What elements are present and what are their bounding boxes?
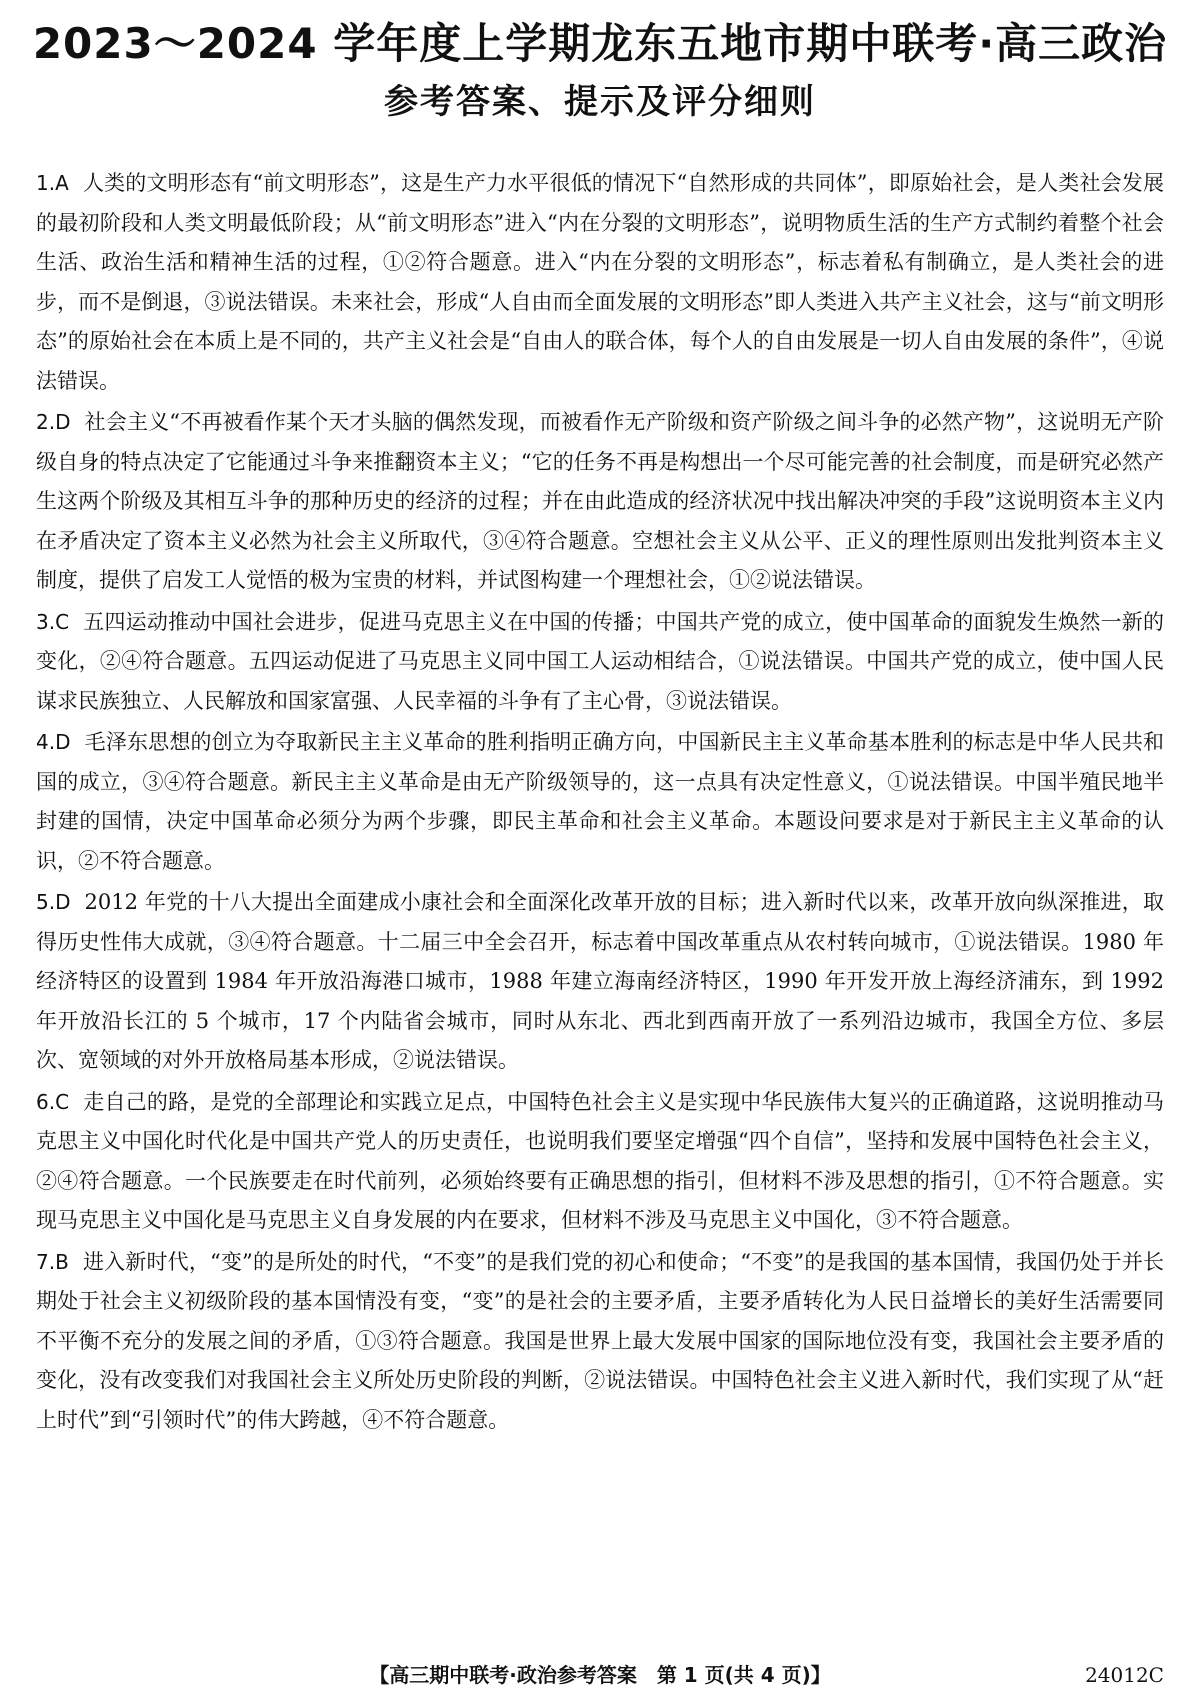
page-subtitle: 参考答案、提示及评分细则 xyxy=(384,82,816,122)
item-answer: B xyxy=(55,1249,69,1274)
item-explanation: 毛泽东思想的创立为夺取新民主主义革命的胜利指明正确方向，中国新民主主义革命基本胜利的标志是中华人民共和国的成立，③④符合题意。新民主主义革命是由无产阶级领导的，这一点具有决定性意义，①说法错误。中国半殖民地半封建的国情，决定中国革命必须分为两个步骤，即民主革命和社会主义革命。本题设问要求是对于新民主主义革命的认识，②不符合题意。 xyxy=(36,730,1164,873)
item-explanation: 走自己的路，是党的全部理论和实践立足点，中国特色社会主义是实现中华民族伟大复兴的正确道路，这说明推动马克思主义中国化时代化是中国共产党人的历史责任，也说明我们要坚定增强“四个自信”，坚持和发展中国特色社会主义，②④符合题意。一个民族要走在时代前列，必须始终要有正确思想的指引，但材料不涉及思想的指引，①不符合题意。实现马克思主义中国化是马克思主义自身发展的内在要求，但材料不涉及马克思主义中国化，③不符合题意。 xyxy=(36,1089,1164,1232)
item-explanation: 五四运动推动中国社会进步，促进马克思主义在中国的传播；中国共产党的成立，使中国革命的面貌发生焕然一新的变化，②④符合题意。五四运动促进了马克思主义同中国工人运动相结合，①说法错误。中国共产党的成立，使中国人民谋求民族独立、人民解放和国家富强、人民幸福的斗争有了主心骨，③说法错误。 xyxy=(36,609,1164,713)
footer-code: 24012C xyxy=(1085,1663,1164,1687)
page-footer xyxy=(0,1660,1200,1690)
item-explanation: 进入新时代，“变”的是所处的时代，“不变”的是我们党的初心和使命；“不变”的是我国的基本国情，我国仍处于并长期处于社会主义初级阶段的基本国情没有变，“变”的是社会的主要矛盾，主要矛盾转化为人民日益增长的美好生活需要同不平衡不充分的发展之间的矛盾，①③符合题意。我国是世界上最大发展中国家的国际地位没有变，我国社会主要矛盾的变化，没有改变我们对我国社会主义所处历史阶段的判断，②说法错误。中国特色社会主义进入新时代，我们实现了从“赶上时代”到“引领时代”的伟大跨越，④不符合题意。 xyxy=(36,1249,1164,1432)
item-number: 6. xyxy=(36,1089,56,1114)
item-answer: C xyxy=(55,609,70,634)
item-answer: D xyxy=(55,730,71,754)
item-number: 3. xyxy=(36,609,56,634)
item-answer: D xyxy=(55,410,71,434)
item-number: 1. xyxy=(36,171,56,195)
item-explanation: 社会主义“不再被看作某个天才头脑的偶然发现，而被看作无产阶级和资产阶级之间斗争的必然产物”，这说明无产阶级自身的特点决定了它能通过斗争来推翻资本主义；“它的任务不再是构想出一个尽可能完善的社会制度，而是研究必然产生这两个阶级及其相互斗争的那种历史的经济的过程；并在由此造成的经济状况中找出解决冲突的手段”这说明资本主义内在矛盾决定了资本主义必然为社会主义所取代，③④符合题意。空想社会主义从公平、正义的理性原则出发批判资本主义制度，提供了启发工人觉悟的极为宝贵的材料，并试图构建一个理想社会，①②说法错误。 xyxy=(36,410,1164,592)
answer-list xyxy=(36,164,1164,1442)
item-answer: C xyxy=(55,1089,70,1114)
answer-item-1 xyxy=(36,164,1164,401)
page-title: 2023～2024 学年度上学期龙东五地市期中联考·高三政治 xyxy=(32,19,1168,68)
item-number: 2. xyxy=(36,410,56,434)
item-answer: A xyxy=(55,171,69,195)
answer-item-3 xyxy=(36,603,1164,722)
answer-item-4 xyxy=(36,723,1164,881)
item-answer: D xyxy=(55,890,71,914)
item-number: 4. xyxy=(36,730,56,754)
answer-item-2 xyxy=(36,403,1164,601)
item-number: 5. xyxy=(36,890,56,914)
item-number: 7. xyxy=(36,1249,56,1274)
answer-item-7 xyxy=(36,1243,1164,1441)
item-explanation: 2012 年党的十八大提出全面建成小康社会和全面深化改革开放的目标；进入新时代以来，改革开放向纵深推进，取得历史性伟大成就，③④符合题意。十二届三中全会召开，标志着中国改革重点从农村转向城市，①说法错误。1980 年经济特区的设置到 1984 年开放沿海港口城市，1988 年建立海南经济特区，1990 年开发开放上海经济浦东，到 1992 年开放沿长江的 5 个城市，17 个内陆省会城市，同时从东北、西北到西南开放了一系列沿边城市，我国全方位、多层次、宽领域的对外开放格局基本形成，②说法错误。 xyxy=(36,890,1164,1072)
answer-item-6 xyxy=(36,1083,1164,1241)
item-explanation: 人类的文明形态有“前文明形态”，这是生产力水平很低的情况下“自然形成的共同体”，即原始社会，是人类社会发展的最初阶段和人类文明最低阶段；从“前文明形态”进入“内在分裂的文明形态”，说明物质生活的生产方式制约着整个社会生活、政治生活和精神生活的过程，①②符合题意。进入“内在分裂的文明形态”，标志着私有制确立，是人类社会的进步，而不是倒退，③说法错误。未来社会，形成“人自由而全面发展的文明形态”即人类进入共产主义社会，这与“前文明形态”的原始社会在本质上是不同的，共产主义社会是“自由人的联合体，每个人的自由发展是一切人自由发展的条件”，④说法错误。 xyxy=(36,171,1164,393)
answer-item-5 xyxy=(36,883,1164,1081)
footer-page-info: 【高三期中联考·政治参考答案 第 1 页(共 4 页)】 xyxy=(369,1663,831,1687)
